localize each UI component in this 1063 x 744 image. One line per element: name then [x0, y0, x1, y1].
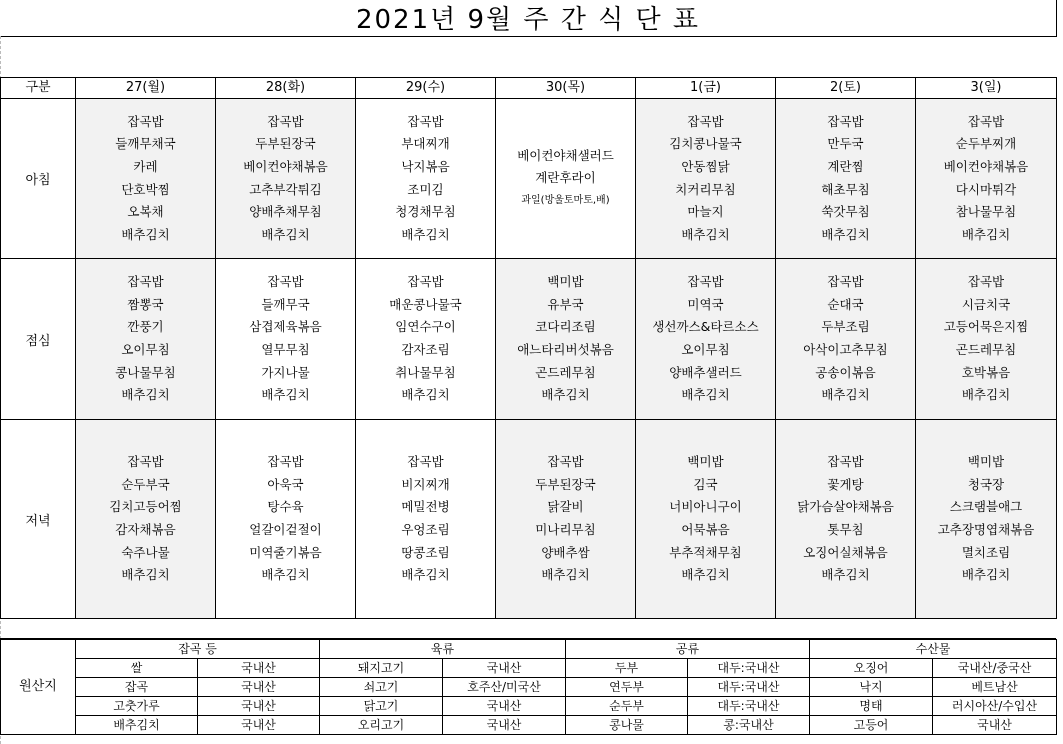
origin-body	[1, 640, 1057, 735]
menu-item: 탕수육	[267, 499, 304, 515]
menu-item: 임연수구이	[395, 319, 456, 335]
origin-country: 호주산/미국산	[443, 678, 566, 697]
menu-table	[0, 77, 1057, 619]
menu-item: 곤드레무침	[955, 342, 1017, 357]
menu-item: 쑥갓무침	[821, 204, 870, 220]
menu-item: 배추김치	[261, 387, 310, 403]
menu-item: 땅콩조림	[401, 544, 450, 560]
origin-row	[1, 678, 1057, 697]
menu-item: 배추김치	[541, 567, 590, 583]
menu-item: 만두국	[827, 136, 864, 152]
menu-item: 배추김치	[961, 387, 1011, 403]
origin-group-header: 잡곡 등	[76, 640, 320, 659]
origin-item: 명태	[810, 697, 933, 716]
origin-country: 국내산	[443, 697, 566, 716]
day-header: 1(금)	[636, 78, 776, 99]
menu-item: 김치고등어찜	[109, 499, 182, 515]
origin-country: 국내산	[443, 659, 566, 678]
menu-item: 비지찌개	[401, 476, 450, 492]
menu-item: 계란찜	[827, 158, 864, 174]
origin-country: 대두:국내산	[688, 659, 810, 678]
origin-country: 대두:국내산	[688, 678, 810, 697]
menu-item: 배추김치	[961, 226, 1011, 242]
menu-item: 들깨무국	[261, 296, 310, 312]
menu-item: 조미김	[407, 181, 444, 197]
menu-cell	[356, 99, 496, 259]
origin-item: 오징어	[810, 659, 933, 678]
origin-group-header: 수산물	[810, 640, 1057, 659]
menu-item: 잡곡밥	[407, 113, 444, 129]
menu-body	[1, 99, 1057, 619]
menu-item: 오이무침	[681, 342, 730, 357]
menu-item: 톳무침	[827, 522, 864, 537]
menu-item: 잡곡밥	[267, 454, 304, 470]
origin-item: 잡곡	[76, 678, 198, 697]
menu-item: 베이컨야채샐러드	[517, 147, 614, 163]
menu-cell	[916, 420, 1057, 619]
blank-row	[0, 37, 1056, 77]
menu-item: 부대찌개	[401, 136, 450, 152]
menu-item: 참나물무침	[955, 204, 1017, 220]
menu-item: 청국장	[967, 476, 1005, 492]
menu-item: 배추김치	[821, 226, 870, 242]
menu-item: 호박볶음	[961, 364, 1011, 380]
origin-country: 국내산/중국산	[933, 659, 1057, 678]
menu-item: 잡곡밥	[407, 454, 444, 470]
origin-country: 러시아산/수입산	[933, 697, 1057, 716]
menu-item: 김치콩나물국	[669, 136, 742, 152]
menu-item: 순두부찌개	[955, 136, 1017, 152]
origin-row	[1, 659, 1057, 678]
menu-item: 두부조림	[821, 319, 870, 335]
menu-item: 두부된장국	[255, 136, 316, 152]
day-header: 2(토)	[776, 78, 916, 99]
menu-item: 김국	[693, 476, 718, 492]
menu-item: 베이컨야채볶음	[243, 158, 328, 174]
menu-cell	[636, 99, 776, 259]
menu-item: 배추김치	[821, 387, 870, 403]
origin-item: 쇠고기	[320, 678, 443, 697]
origin-country: 국내산	[443, 716, 566, 735]
menu-item: 매운콩나물국	[389, 296, 462, 312]
menu-item: 삼겹제육볶음	[249, 319, 322, 335]
origin-item: 배추김치	[76, 716, 198, 735]
menu-item: 순두부국	[121, 476, 170, 492]
menu-item: 다시마튀각	[955, 181, 1017, 197]
menu-item: 백미밥	[547, 274, 584, 290]
menu-item: 잡곡밥	[547, 454, 584, 470]
menu-item: 잡곡밥	[127, 274, 164, 290]
menu-item: 꽃게탕	[827, 476, 864, 492]
day-header: 27(월)	[76, 78, 216, 99]
origin-country: 콩:국내산	[688, 716, 810, 735]
menu-cell	[216, 99, 356, 259]
menu-item: 배추김치	[541, 387, 590, 403]
menu-cell	[356, 259, 496, 420]
menu-item: 안동찜닭	[681, 158, 730, 174]
menu-item: 잡곡밥	[687, 113, 724, 129]
menu-item: 숙주나물	[121, 544, 170, 560]
menu-item: 잡곡밥	[127, 113, 164, 129]
menu-item: 코다리조림	[535, 319, 596, 335]
menu-item: 오복채	[127, 204, 164, 220]
menu-item: 잡곡밥	[407, 274, 444, 290]
menu-item: 양배추쌈	[541, 544, 590, 560]
menu-item: 두부된장국	[535, 476, 596, 492]
menu-item: 배추김치	[401, 387, 450, 403]
menu-item: 곤드레무침	[535, 364, 596, 380]
menu-item: 닭가슴살야채볶음	[797, 499, 894, 515]
menu-item: 유부국	[547, 296, 584, 312]
menu-item: 우엉조림	[401, 522, 450, 537]
meal-label: 점심	[1, 259, 76, 420]
menu-item: 닭갈비	[547, 499, 584, 515]
menu-item: 고추부각튀김	[249, 181, 322, 197]
menu-item: 고추장명엽채볶음	[937, 522, 1035, 537]
menu-cell	[76, 259, 216, 420]
menu-item: 배추김치	[261, 567, 310, 583]
menu-item: 해초무침	[821, 181, 870, 197]
origin-item: 고춧가루	[76, 697, 198, 716]
origin-table	[0, 639, 1057, 735]
menu-item: 과일(방울토마토,배)	[521, 194, 610, 206]
meal-row	[1, 259, 1057, 420]
menu-item: 미나리무침	[535, 522, 596, 537]
meal-label: 저녁	[1, 420, 76, 619]
menu-item: 오징어실채볶음	[803, 544, 888, 560]
menu-cell	[916, 259, 1057, 420]
menu-item: 치커리무침	[675, 181, 736, 197]
menu-item: 배추김치	[261, 226, 310, 242]
menu-item: 마늘지	[687, 204, 724, 220]
menu-cell	[496, 259, 636, 420]
origin-item: 순두부	[566, 697, 688, 716]
menu-item: 잡곡밥	[827, 454, 864, 470]
menu-item: 취나물무침	[395, 364, 456, 380]
origin-item: 쌀	[76, 659, 198, 678]
menu-item: 아삭이고추무침	[803, 342, 888, 357]
origin-item: 돼지고기	[320, 659, 443, 678]
menu-item: 카레	[133, 158, 158, 174]
menu-cell	[76, 420, 216, 619]
menu-item: 아욱국	[267, 476, 304, 492]
menu-item: 멸치조림	[961, 544, 1011, 560]
menu-item: 단호박찜	[121, 181, 170, 197]
menu-item: 잡곡밥	[687, 274, 724, 290]
menu-item: 순대국	[827, 296, 864, 312]
origin-country: 국내산	[198, 678, 320, 697]
day-header: 28(화)	[216, 78, 356, 99]
origin-item: 두부	[566, 659, 688, 678]
origin-item: 연두부	[566, 678, 688, 697]
menu-item: 얼갈이겉절이	[249, 522, 322, 537]
menu-cell	[636, 420, 776, 619]
menu-item: 감자조림	[401, 342, 450, 357]
menu-item: 콩나물무침	[115, 364, 176, 380]
origin-group-row	[1, 640, 1057, 659]
origin-country: 국내산	[933, 716, 1057, 735]
origin-country: 국내산	[198, 716, 320, 735]
meal-label: 아침	[1, 99, 76, 259]
header-label: 구분	[1, 78, 76, 99]
menu-cell	[776, 420, 916, 619]
menu-item: 백미밥	[687, 454, 724, 470]
day-header: 30(목)	[496, 78, 636, 99]
day-header-row	[1, 78, 1057, 99]
menu-item: 잡곡밥	[267, 113, 304, 129]
menu-item: 배추김치	[681, 567, 730, 583]
menu-cell	[496, 99, 636, 259]
menu-item: 배추김치	[401, 567, 450, 583]
menu-item: 배추김치	[681, 387, 730, 403]
origin-group-header: 공류	[566, 640, 810, 659]
menu-item: 메밀전병	[401, 499, 450, 515]
meal-row	[1, 99, 1057, 259]
menu-cell	[776, 99, 916, 259]
spacer-row	[0, 621, 1056, 639]
menu-item: 배추김치	[821, 567, 870, 583]
origin-item: 닭고기	[320, 697, 443, 716]
menu-item: 배추김치	[961, 567, 1011, 583]
menu-cell	[216, 420, 356, 619]
origin-item: 낙지	[810, 678, 933, 697]
menu-cell	[76, 99, 216, 259]
menu-item: 가지나물	[261, 364, 310, 380]
menu-item: 들깨무채국	[115, 136, 176, 152]
menu-item: 양배추샐러드	[669, 364, 742, 380]
menu-item: 청경채무침	[395, 204, 456, 220]
day-header: 3(일)	[916, 78, 1057, 99]
menu-item: 열무무침	[261, 342, 310, 357]
menu-item: 너비아니구이	[669, 499, 742, 515]
menu-item: 시금치국	[961, 296, 1011, 312]
menu-cell	[636, 259, 776, 420]
menu-item: 짬뽕국	[127, 296, 164, 312]
menu-cell	[216, 259, 356, 420]
menu-item: 고등어묵은지찜	[943, 319, 1029, 335]
menu-item: 배추김치	[401, 226, 450, 242]
menu-item: 오이무침	[121, 342, 170, 357]
menu-item: 깐풍기	[127, 319, 164, 335]
sheet-title: 2021년 9월 주 간 식 단 표	[0, 0, 1057, 37]
origin-item: 오리고기	[320, 716, 443, 735]
menu-item: 스크램블애그	[949, 499, 1023, 515]
menu-item: 베이컨야채볶음	[943, 158, 1029, 174]
origin-row	[1, 716, 1057, 735]
origin-country: 베트남산	[933, 678, 1057, 697]
menu-item: 낙지볶음	[401, 158, 450, 174]
origin-country: 국내산	[198, 697, 320, 716]
menu-item: 잡곡밥	[827, 274, 864, 290]
menu-item: 배추김치	[121, 567, 170, 583]
origin-item: 고등어	[810, 716, 933, 735]
menu-item: 잡곡밥	[127, 454, 164, 470]
menu-item: 배추김치	[121, 387, 170, 403]
day-header: 29(수)	[356, 78, 496, 99]
menu-item: 배추김치	[121, 226, 170, 242]
menu-item: 어묵볶음	[681, 522, 730, 537]
origin-row	[1, 697, 1057, 716]
menu-item: 미역국	[687, 296, 724, 312]
menu-cell	[356, 420, 496, 619]
menu-cell	[776, 259, 916, 420]
menu-item: 미역줄기볶음	[249, 544, 322, 560]
menu-item: 부추적채무침	[669, 544, 742, 560]
menu-item: 공송이볶음	[815, 364, 876, 380]
menu-item: 양배추채무침	[249, 204, 322, 220]
origin-country: 대두:국내산	[688, 697, 810, 716]
menu-item: 계란후라이	[535, 170, 596, 186]
menu-cell	[916, 99, 1057, 259]
menu-item: 잡곡밥	[967, 113, 1005, 129]
menu-item: 잡곡밥	[827, 113, 864, 129]
origin-label: 원산지	[1, 640, 76, 735]
menu-item: 생선까스&타르소스	[652, 319, 759, 335]
meal-row	[1, 420, 1057, 619]
menu-item: 백미밥	[967, 454, 1005, 470]
menu-item: 배추김치	[681, 226, 730, 242]
origin-item: 콩나물	[566, 716, 688, 735]
menu-item: 애느타리버섯볶음	[517, 342, 614, 357]
menu-item: 잡곡밥	[267, 274, 304, 290]
menu-item: 잡곡밥	[967, 274, 1005, 290]
origin-country: 국내산	[198, 659, 320, 678]
menu-item: 감자채볶음	[115, 522, 176, 537]
menu-cell	[496, 420, 636, 619]
origin-group-header: 육류	[320, 640, 566, 659]
